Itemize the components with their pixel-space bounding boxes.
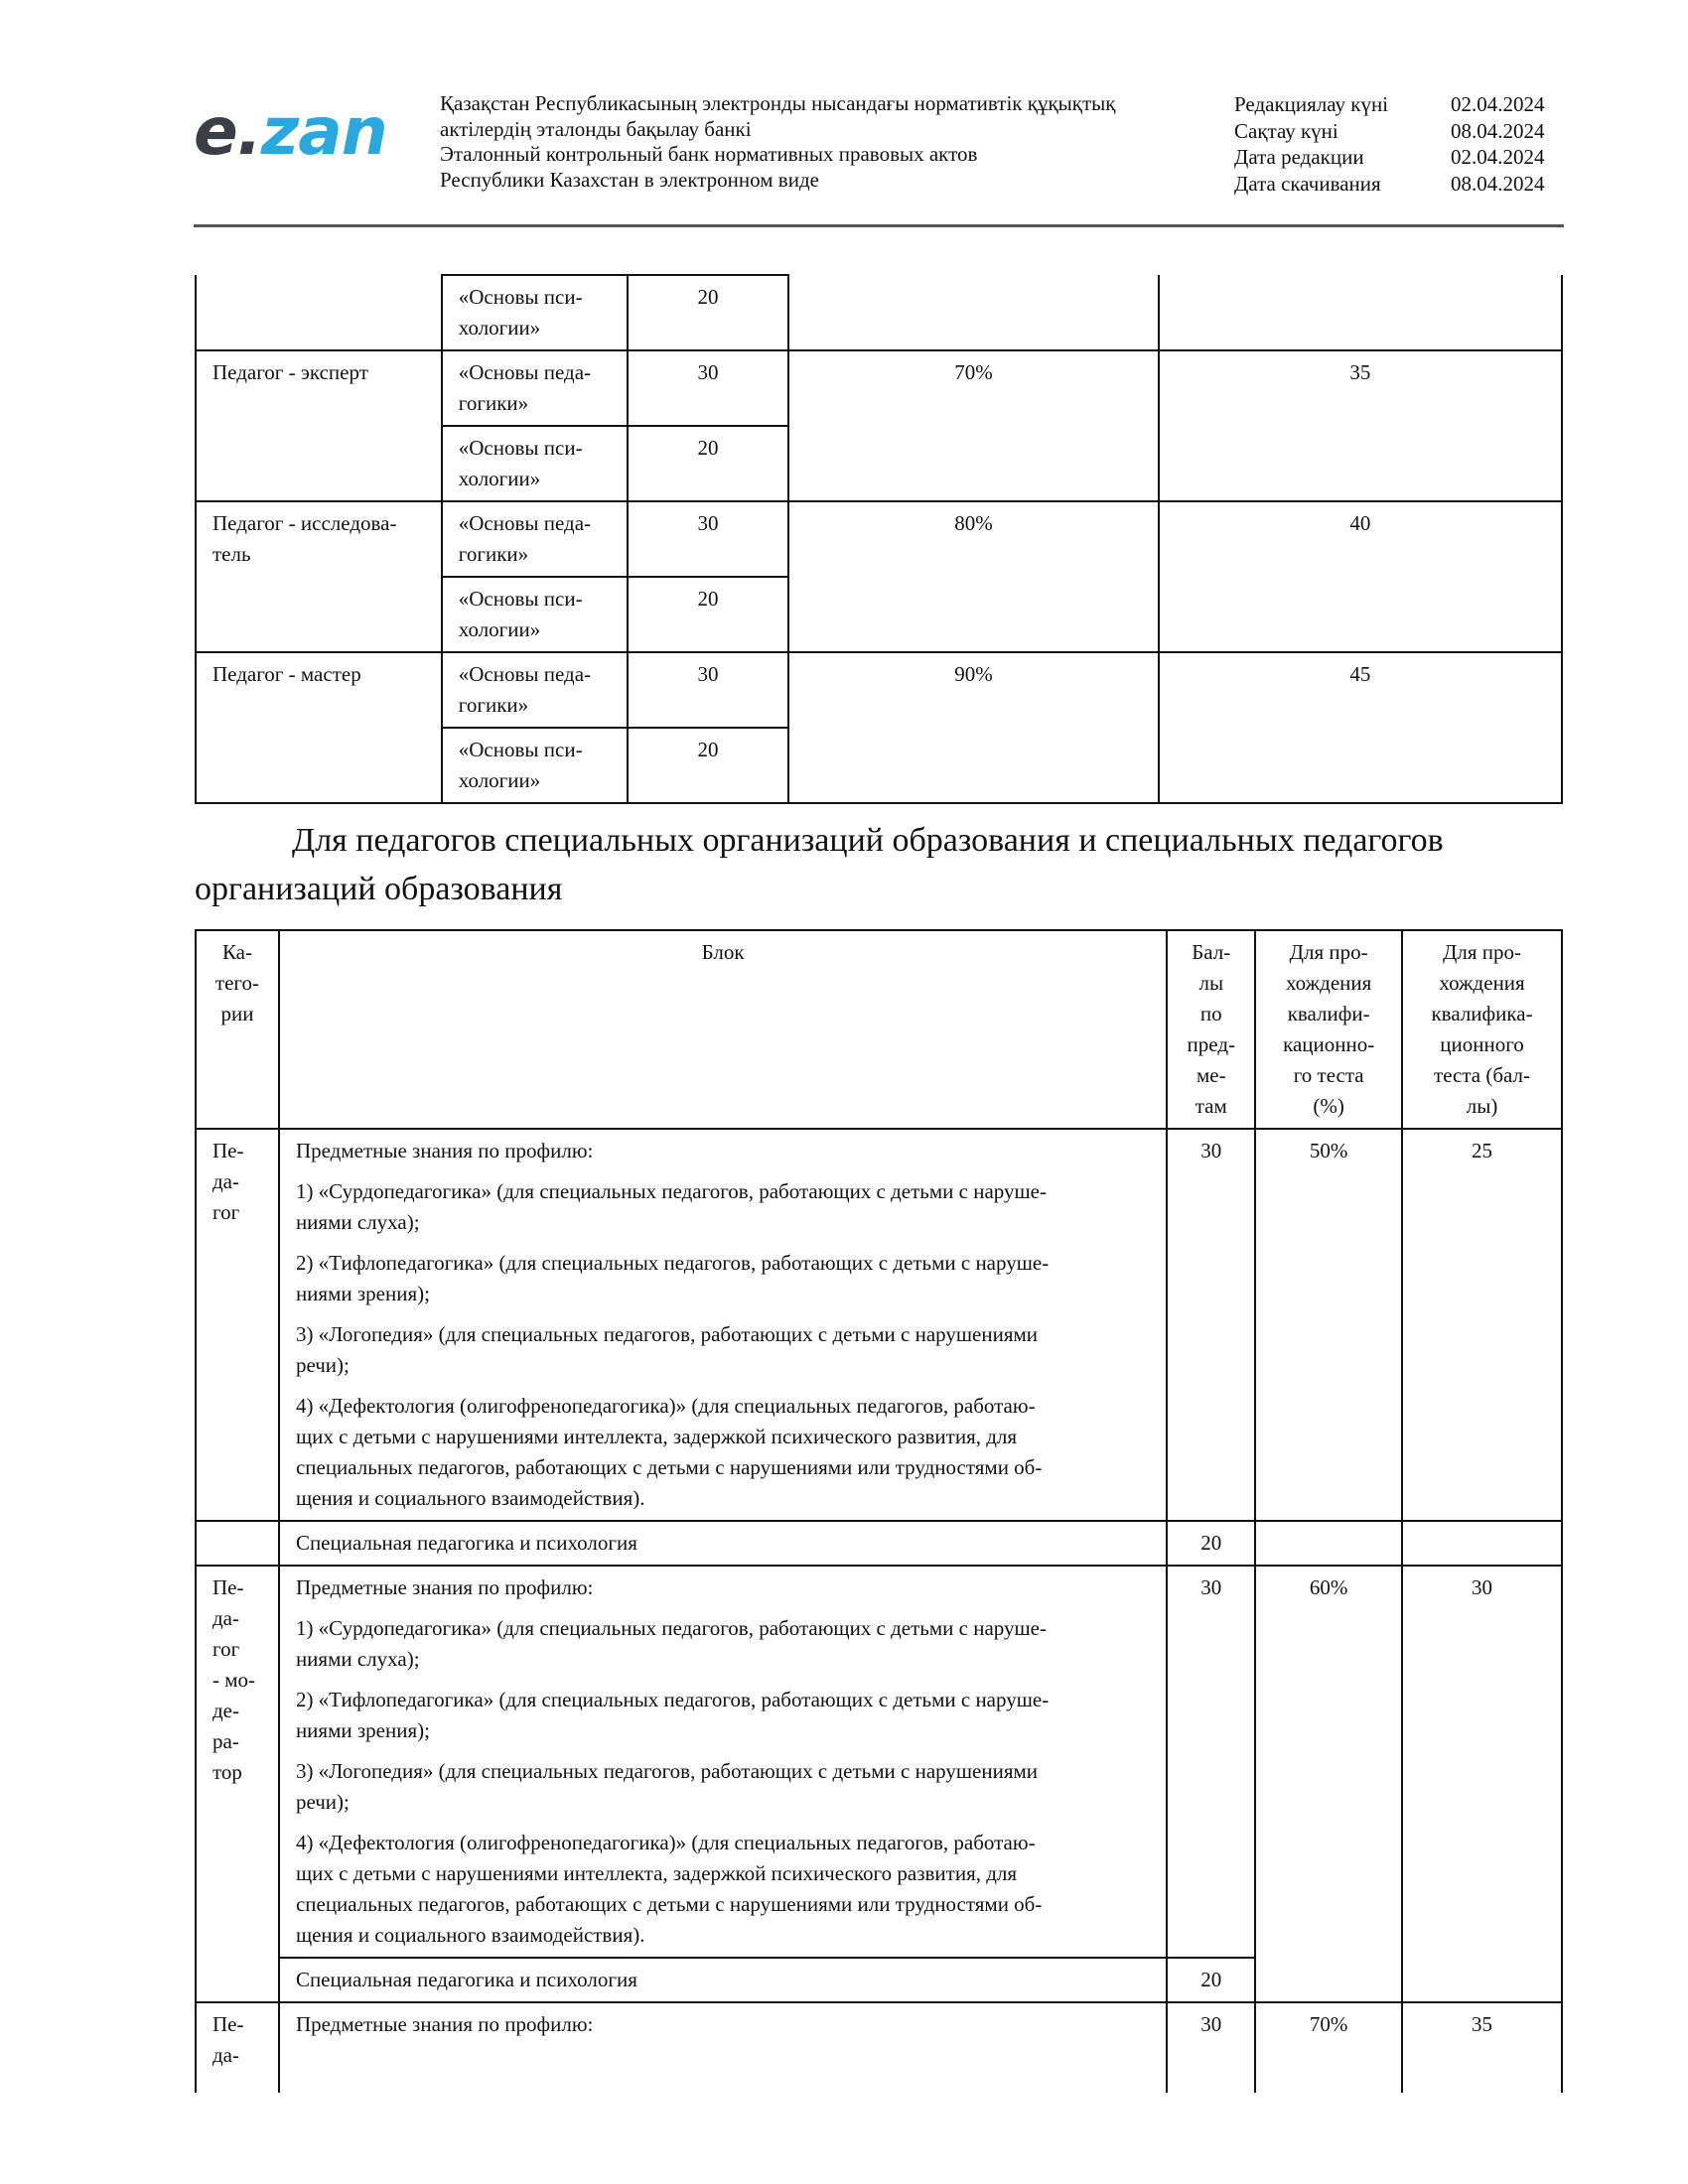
bank-title	[440, 91, 1155, 193]
qualification-table-general	[195, 274, 1563, 804]
table-cell	[1255, 1521, 1402, 1566]
header-block: Блок	[279, 930, 1167, 1129]
subject-cell: «Основы педа- гогики»	[442, 350, 628, 426]
category-cell: Педагог - исследова- тель	[196, 501, 442, 652]
profile-item: 3) «Логопедия» (для специальных педагогов, работающих с детьми с нарушениями речи);	[295, 1322, 1039, 1377]
points-cell: 20	[628, 577, 789, 652]
points-cell: 30	[628, 652, 789, 728]
header-percent: Для про- хождения квалифи- кационно- го теста (%)	[1255, 930, 1402, 1129]
subject-cell: «Основы педа- гогики»	[442, 501, 628, 577]
category-cell: Пе- да- гог	[196, 1129, 279, 1521]
date-value: 08.04.2024	[1451, 171, 1545, 196]
points-cell: 30	[628, 350, 789, 426]
bank-title-line: Қазақстан Республикасының электронды нысандағы нормативтік құқықтық	[440, 91, 1116, 115]
table-cell	[1402, 1521, 1562, 1566]
date-value: 02.04.2024	[1451, 145, 1545, 169]
table-cell	[196, 1521, 279, 1566]
score-cell: 40	[1159, 501, 1562, 652]
table-row	[196, 1129, 1562, 1521]
profile-item: Предметные знания по профилю:	[295, 1139, 594, 1162]
category-cell: Пе- да- гог - мо- де- ра- тор	[196, 1566, 279, 2002]
category-cell: Пе- да-	[196, 2002, 279, 2093]
document-header	[194, 87, 1564, 226]
percent-cell: 90%	[788, 652, 1158, 803]
subject-cell: «Основы пси- хологии»	[442, 275, 628, 350]
subject-cell: «Основы педа- гогики»	[442, 652, 628, 728]
subject-cell: «Основы пси- хологии»	[442, 426, 628, 501]
points-cell: 30	[628, 501, 789, 577]
table-row	[196, 501, 1562, 577]
table-header-row	[196, 930, 1562, 1129]
table-row	[196, 1566, 1562, 1958]
date-label: Редакциялау күні	[1234, 92, 1389, 116]
block-cell: Специальная педагогика и психология	[279, 1521, 1167, 1566]
table-cell	[1159, 275, 1562, 350]
category-cell: Педагог - эксперт	[196, 350, 442, 501]
table-row	[196, 275, 1562, 350]
points-cell: 30	[1167, 2002, 1255, 2093]
date-label: Дата редакции	[1234, 145, 1364, 169]
profile-item: 1) «Сурдопедагогика» (для специальных педагогов, работающих с детьми с наруше- ниями слуха);	[295, 1616, 1047, 1671]
percent-cell: 80%	[788, 501, 1158, 652]
points-cell: 30	[1167, 1129, 1255, 1521]
bank-title-line: актілердің эталонды бақылау банкі	[440, 116, 752, 141]
table-cell	[196, 275, 442, 350]
points-cell: 20	[1167, 1958, 1255, 2002]
score-cell: 35	[1402, 2002, 1562, 2093]
score-cell: 45	[1159, 652, 1562, 803]
percent-cell: 60%	[1255, 1566, 1402, 2002]
score-cell: 35	[1159, 350, 1562, 501]
profile-item: Предметные знания по профилю:	[295, 1575, 594, 1599]
percent-cell: 50%	[1255, 1129, 1402, 1521]
profile-item: 4) «Дефектология (олигофренопедагогика)» (для специальных педагогов, работаю- щих с детьми с нарушениями интеллекта, задержкой психического развития, для специальных педагогов, работающих с детьми с нарушениями или трудностями об- щения и социального взаимодействия).	[295, 1831, 1043, 1947]
subject-cell: «Основы пси- хологии»	[442, 577, 628, 652]
block-cell	[279, 1566, 1167, 1958]
points-cell: 30	[1167, 1566, 1255, 1958]
percent-cell: 70%	[1255, 2002, 1402, 2093]
table-row	[196, 652, 1562, 728]
table-row	[196, 1521, 1562, 1566]
profile-item: 1) «Сурдопедагогика» (для специальных педагогов, работающих с детьми с наруше- ниями слуха);	[295, 1179, 1047, 1234]
ezan-logo: e.zan	[194, 93, 387, 170]
date-label: Дата скачивания	[1234, 171, 1381, 196]
points-cell: 20	[1167, 1521, 1255, 1566]
profile-item: 4) «Дефектология (олигофренопедагогика)» (для специальных педагогов, работаю- щих с детьми с нарушениями интеллекта, задержкой психического развития, для специальных педагогов, работающих с детьми с нарушениями или трудностями об- щения и социального взаимодействия).	[295, 1394, 1043, 1510]
category-cell: Педагог - мастер	[196, 652, 442, 803]
date-info	[1234, 91, 1545, 197]
subject-cell: «Основы пси- хологии»	[442, 728, 628, 803]
score-cell: 25	[1402, 1129, 1562, 1521]
bank-title-line: Эталонный контрольный банк нормативных правовых актов	[440, 142, 978, 166]
date-value: 08.04.2024	[1451, 118, 1545, 143]
qualification-table-special	[195, 929, 1563, 2093]
section-heading: Для педагогов специальных организаций образования и специальных педагогов организаций образования	[195, 822, 1444, 907]
date-label: Сақтау күні	[1234, 118, 1338, 143]
table-cell	[788, 275, 1158, 350]
block-cell: Специальная педагогика и психология	[279, 1958, 1167, 2002]
table-row	[196, 2002, 1562, 2093]
header-score: Для про- хождения квалифика- ционного теста (бал- лы)	[1402, 930, 1562, 1129]
header-divider	[194, 224, 1564, 227]
score-cell: 30	[1402, 1566, 1562, 2002]
bank-title-line: Республики Казахстан в электронном виде	[440, 167, 819, 192]
profile-item: 3) «Логопедия» (для специальных педагогов, работающих с детьми с нарушениями речи);	[295, 1759, 1039, 1814]
points-cell: 20	[628, 426, 789, 501]
date-value: 02.04.2024	[1451, 92, 1545, 116]
header-points: Бал- лы по пред- ме- там	[1167, 930, 1255, 1129]
points-cell: 20	[628, 728, 789, 803]
block-cell: Предметные знания по профилю:	[279, 2002, 1167, 2093]
block-cell	[279, 1129, 1167, 1521]
profile-item: 2) «Тифлопедагогика» (для специальных педагогов, работающих с детьми с наруше- ниями зрения);	[295, 1688, 1050, 1742]
profile-item: 2) «Тифлопедагогика» (для специальных педагогов, работающих с детьми с наруше- ниями зрения);	[295, 1251, 1050, 1305]
percent-cell: 70%	[788, 350, 1158, 501]
table-row	[196, 350, 1562, 426]
header-category: Ка- тего- рии	[196, 930, 279, 1129]
points-cell: 20	[628, 275, 789, 350]
